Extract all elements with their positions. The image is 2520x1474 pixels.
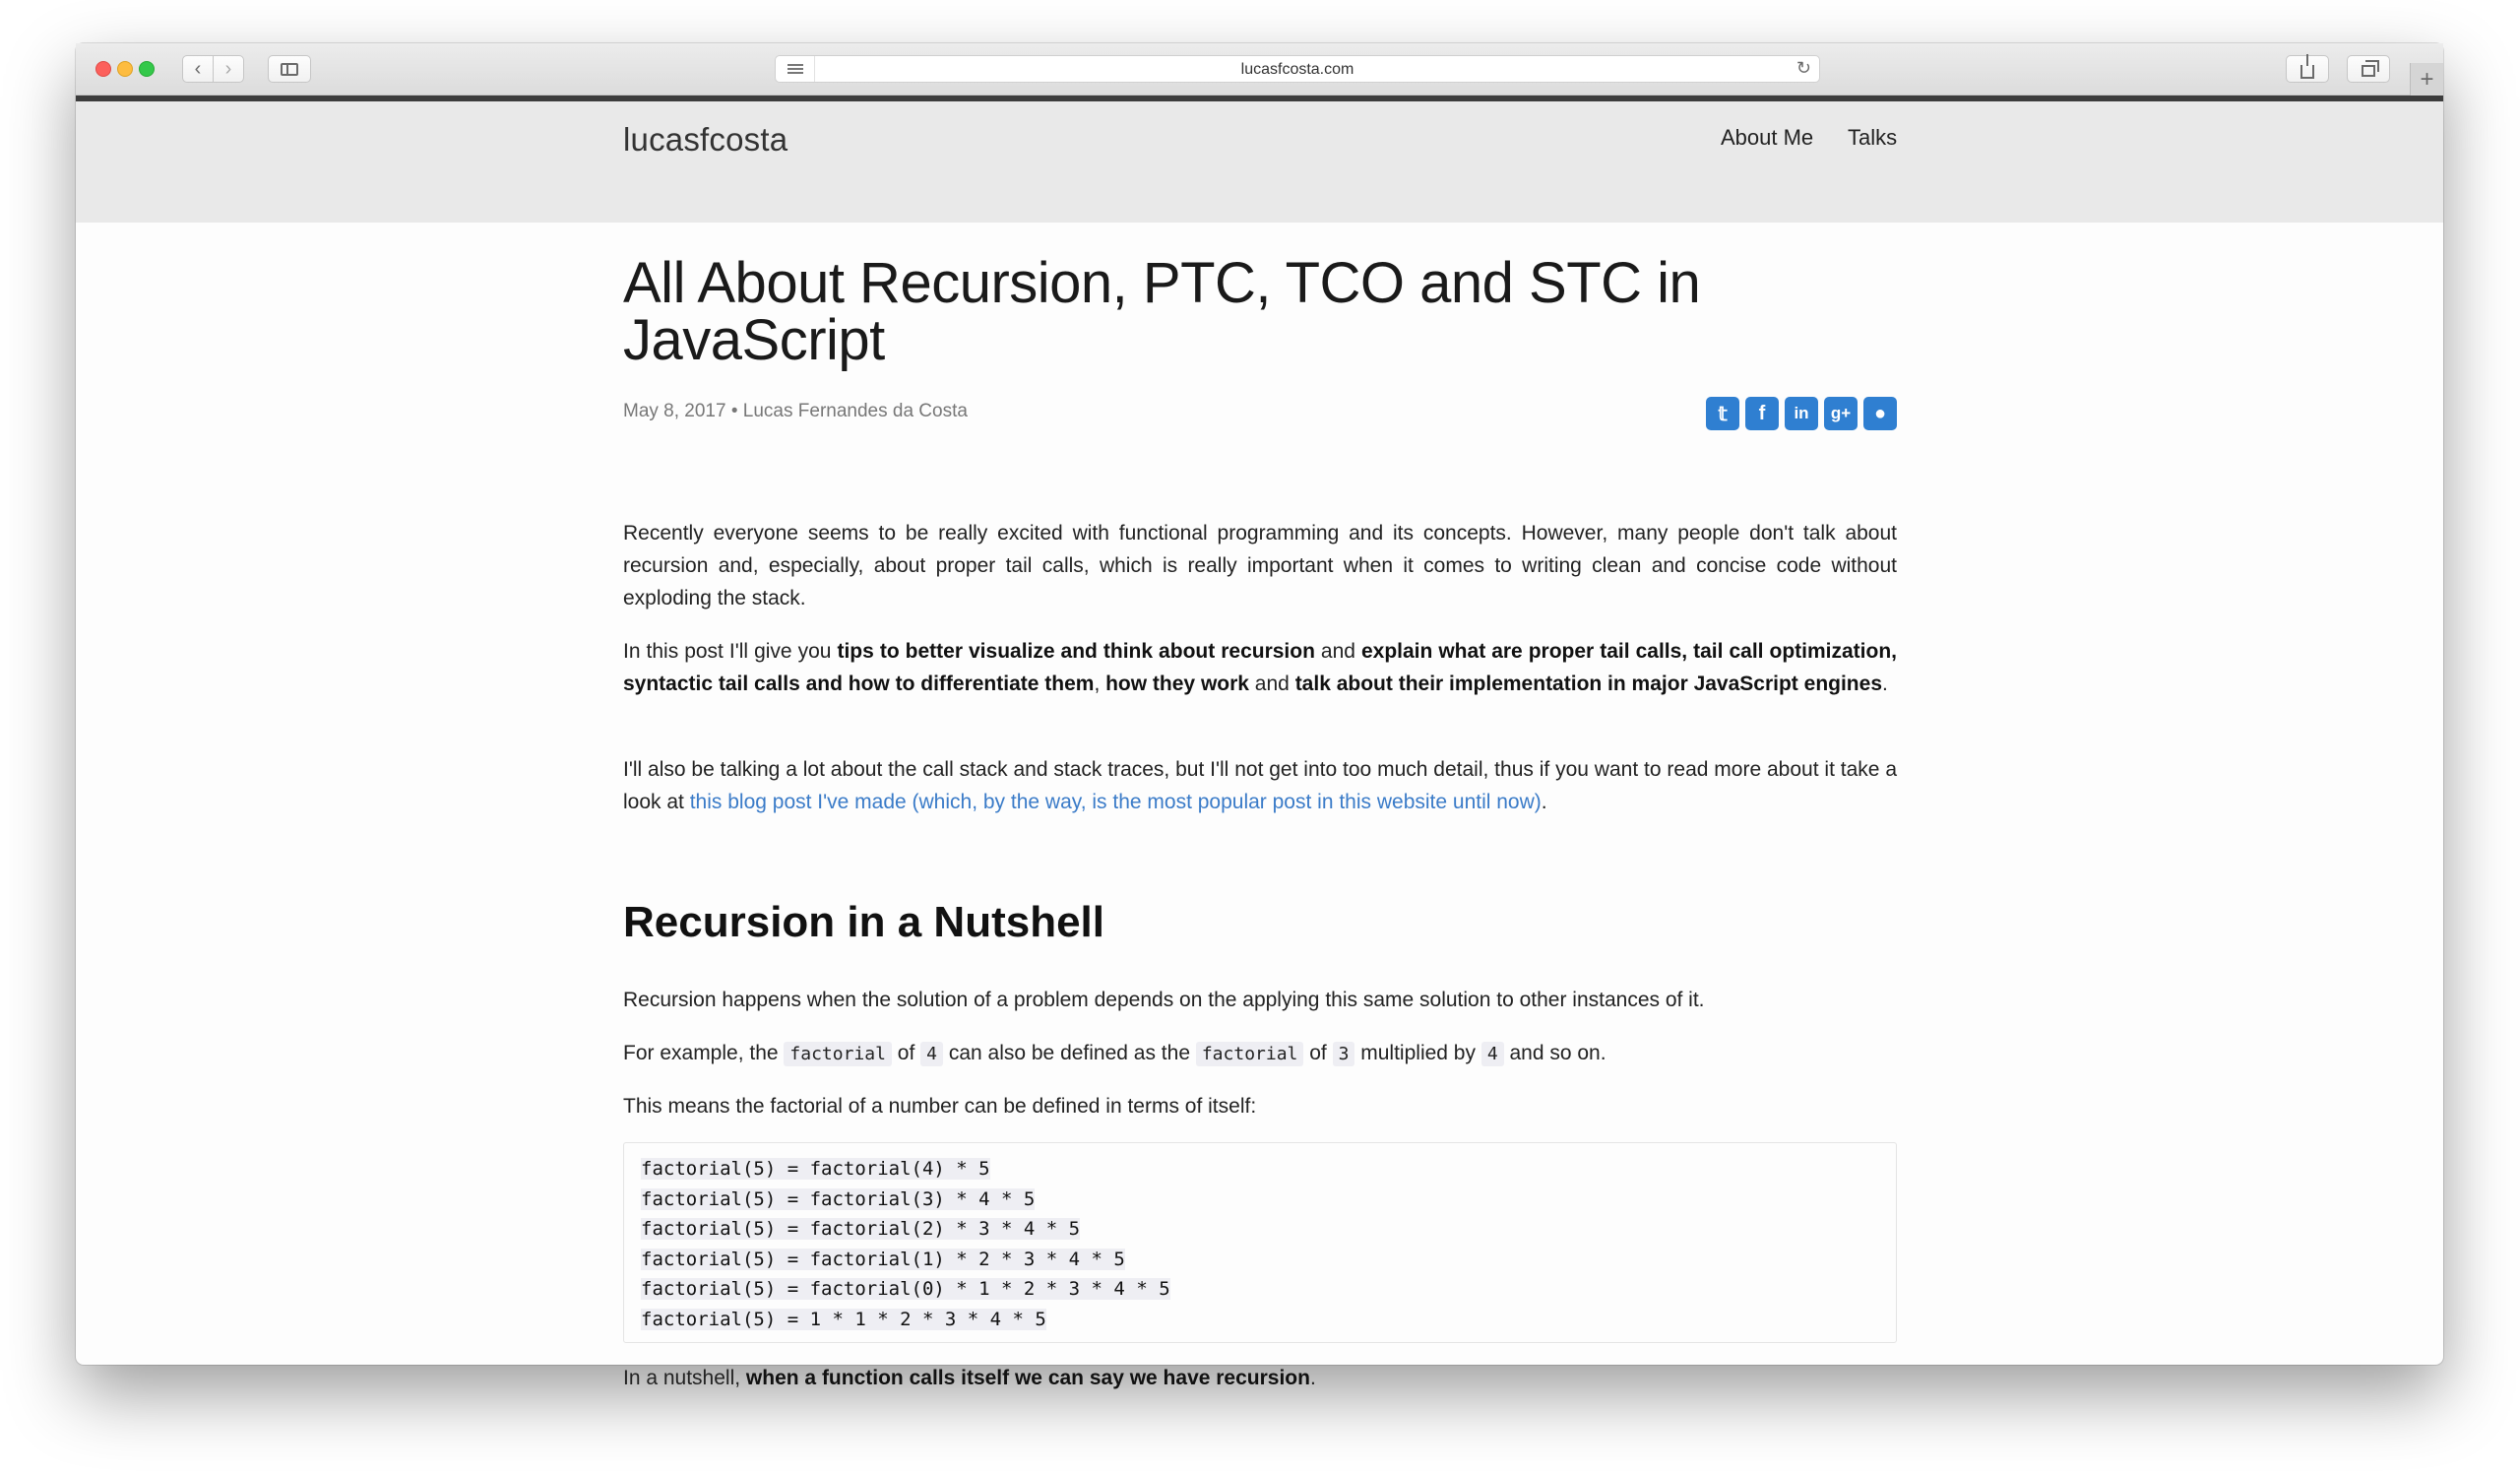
post-meta (623, 401, 968, 422)
text: multiplied by (1354, 1042, 1481, 1064)
text: of (1303, 1042, 1333, 1064)
reddit-icon[interactable]: ● (1863, 397, 1897, 430)
inline-code: 4 (920, 1042, 943, 1066)
browser-toolbar (76, 43, 2443, 96)
bold-text: when a function calls itself we can say we have recursion (745, 1367, 1310, 1389)
zoom-window-button[interactable] (139, 61, 155, 77)
text: . (1309, 1367, 1316, 1389)
share-button[interactable] (2286, 55, 2329, 83)
code-text: factorial(5) = factorial(1) * 2 * 3 * 4 * 5 (641, 1248, 1125, 1270)
nav-about-me[interactable]: About Me (1721, 125, 1814, 150)
code-text: factorial(5) = factorial(3) * 4 * 5 (641, 1187, 1036, 1210)
post-overview-paragraph (623, 635, 1897, 700)
bold-text: tips to better visualize and think about recursion (837, 640, 1315, 663)
text: In this post I'll give you (623, 640, 838, 663)
reload-icon[interactable]: ↻ (1796, 58, 1811, 78)
meta-separator: • (730, 401, 738, 421)
bold-text: how they work (1105, 673, 1249, 695)
intro-paragraph: Recently everyone seems to be really excited with functional programming and its concepts. However, many people don't talk about recursion and, especially, about proper tail calls, which is really important when it comes to writing clean and concise code without exploding the stack. (623, 522, 1897, 609)
tabs-icon (2362, 65, 2375, 77)
text: . (1882, 673, 1888, 695)
text: of (891, 1042, 921, 1064)
text: In a nutshell, (623, 1367, 746, 1389)
url-text[interactable]: lucasfcosta.com (1240, 61, 1354, 78)
sidebar-toggle-button[interactable] (268, 55, 311, 83)
new-tab-button[interactable]: + (2410, 63, 2443, 96)
chevron-left-icon: ‹ (194, 57, 202, 80)
text: can also be defined as the (942, 1042, 1196, 1064)
linkedin-icon[interactable]: in (1785, 397, 1818, 430)
text: I'll also be talking a lot about the call stack and stack traces, but I'll not get into too much detail, thus if you want to read more about it take a look at (623, 758, 1897, 813)
twitter-icon[interactable]: 𝕥 (1706, 397, 1739, 430)
code-line (641, 1185, 1879, 1215)
text: , (1094, 673, 1106, 695)
inline-code: factorial (1196, 1042, 1304, 1066)
factorial-definition-paragraph: This means the factorial of a number can be defined in terms of itself: (623, 1095, 1257, 1118)
bold-text: talk about their implementation in major JavaScript engines (1294, 673, 1882, 695)
text: . (1541, 791, 1547, 813)
inline-code: 4 (1481, 1042, 1504, 1066)
site-logo[interactable]: lucasfcosta (623, 121, 788, 158)
code-line (641, 1154, 1879, 1185)
code-line (641, 1274, 1879, 1305)
site-header (76, 101, 2443, 223)
nav-talks[interactable]: Talks (1848, 125, 1898, 150)
browser-window (76, 43, 2443, 1389)
close-window-button[interactable] (95, 61, 111, 77)
sidebar-icon (281, 63, 298, 76)
code-block (623, 1142, 1897, 1343)
code-line (641, 1214, 1879, 1245)
google-plus-icon[interactable]: g+ (1824, 397, 1858, 430)
code-line (641, 1305, 1879, 1335)
inline-code: factorial (784, 1042, 892, 1066)
minimize-window-button[interactable] (117, 61, 133, 77)
code-text: factorial(5) = 1 * 1 * 2 * 3 * 4 * 5 (641, 1308, 1046, 1330)
call-stack-paragraph (623, 753, 1897, 818)
text: and (1248, 673, 1295, 695)
factorial-example-paragraph (623, 1037, 1897, 1070)
section-heading: Recursion in a Nutshell (623, 898, 1104, 946)
post-date: May 8, 2017 (623, 401, 726, 421)
code-text: factorial(5) = factorial(2) * 3 * 4 * 5 (641, 1218, 1081, 1240)
text: and so on. (1503, 1042, 1606, 1064)
facebook-icon[interactable]: f (1745, 397, 1779, 430)
address-bar[interactable] (775, 55, 1820, 83)
share-icon (2300, 65, 2314, 79)
code-text: factorial(5) = factorial(0) * 1 * 2 * 3 * 4 * 5 (641, 1278, 1170, 1300)
text: and (1314, 640, 1361, 663)
text: For example, the (623, 1042, 785, 1064)
nutshell-paragraph (623, 1362, 1897, 1394)
back-button[interactable] (182, 55, 214, 83)
code-text: factorial(5) = factorial(4) * 5 (641, 1158, 990, 1180)
bold-text: explain what are proper tail calls, tail call optimization, syntactic tail calls and how to differentiate them (623, 640, 1897, 695)
post-title: All About Recursion, PTC, TCO and STC in JavaScript (623, 251, 1701, 372)
social-share-buttons (1706, 397, 1897, 430)
code-line (641, 1245, 1879, 1275)
recursion-definition-paragraph: Recursion happens when the solution of a problem depends on the applying this same solution to other instances of it. (623, 989, 1705, 1011)
inline-code: 3 (1333, 1042, 1355, 1066)
post-author: Lucas Fernandes da Costa (742, 401, 968, 421)
chevron-right-icon: › (224, 57, 232, 80)
show-tabs-button[interactable] (2347, 55, 2390, 83)
blog-post-link[interactable]: this blog post I've made (which, by the way, is the most popular post in this website until now) (689, 791, 1542, 813)
forward-button[interactable] (213, 55, 244, 83)
